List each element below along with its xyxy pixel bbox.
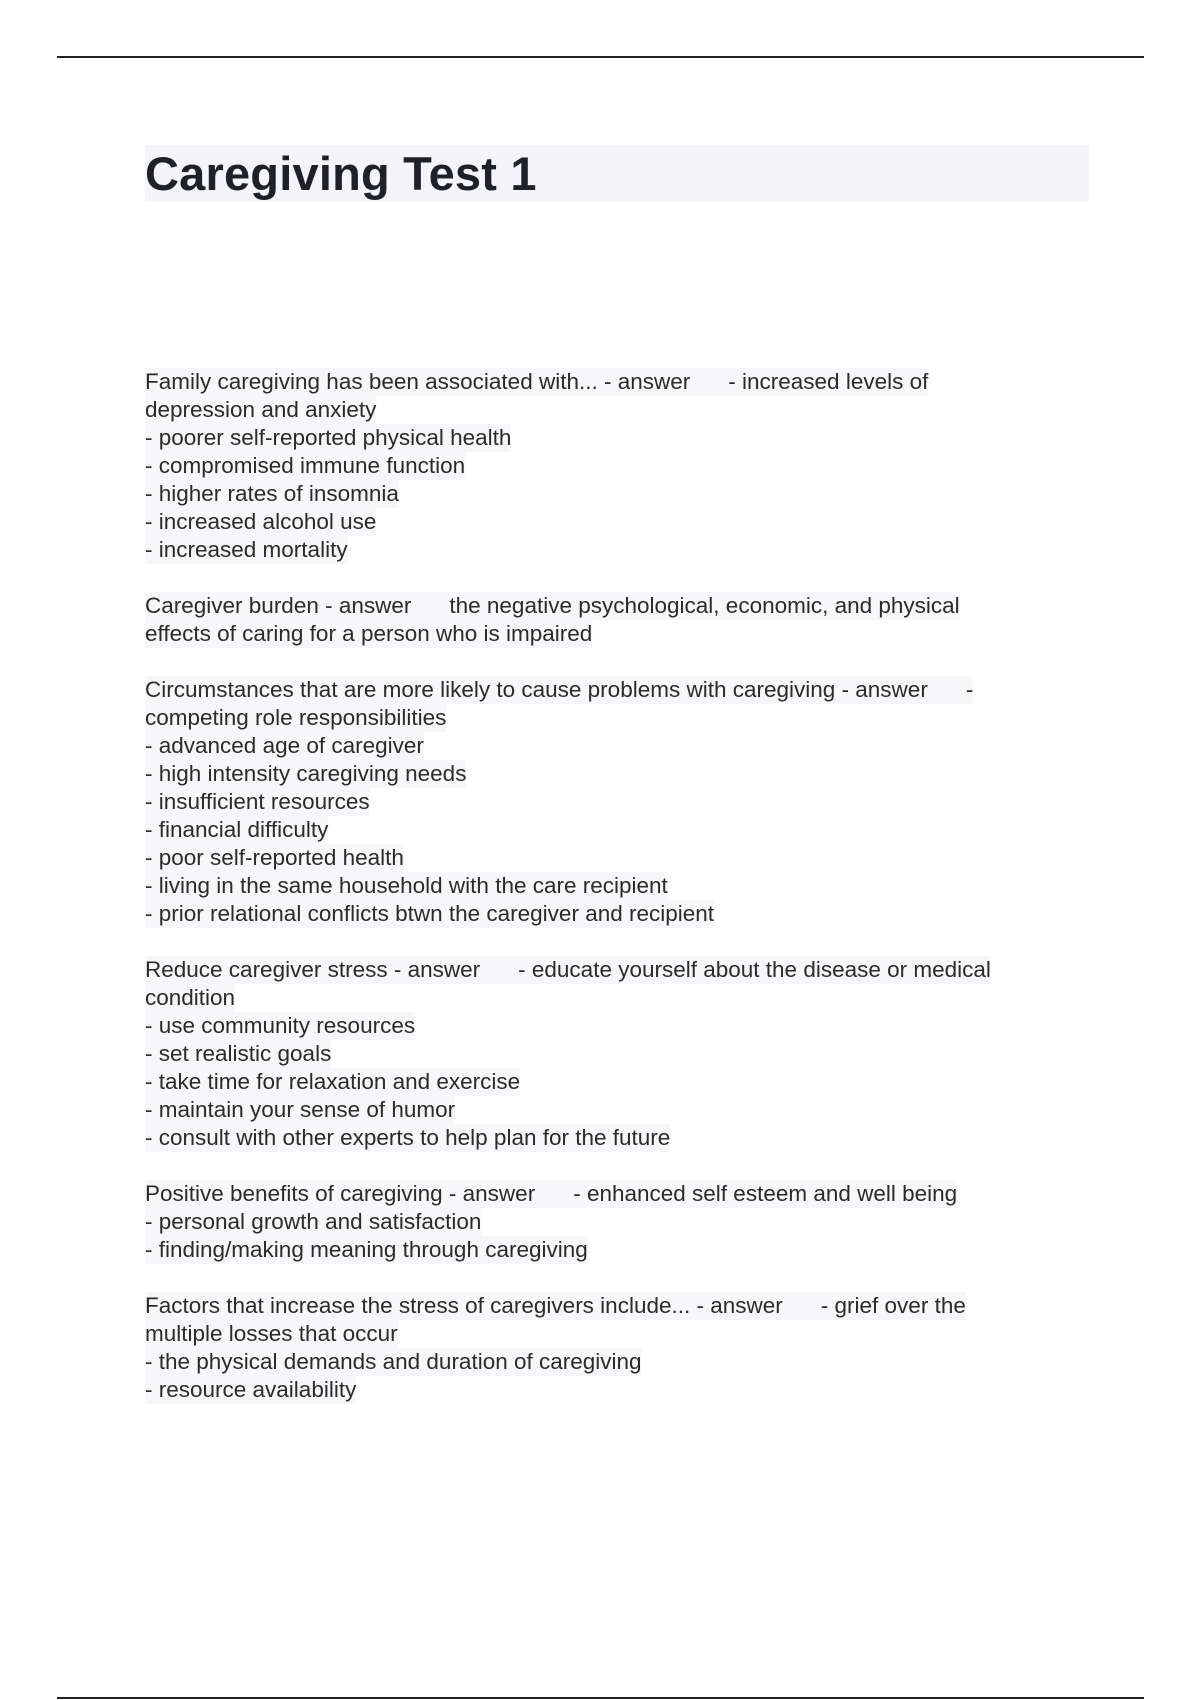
flashcard-answer-line: - set realistic goals: [145, 1041, 332, 1066]
flashcard: [145, 592, 1090, 648]
flashcard-first-line: [145, 1180, 957, 1208]
flashcard-answer-line: - use community resources: [145, 1013, 416, 1038]
flashcard-first-line: [145, 1292, 966, 1320]
flashcard-answer-line: - advanced age of caregiver: [145, 733, 424, 758]
page-title: Caregiving Test 1: [145, 147, 537, 200]
flashcard-first-line: [145, 676, 973, 704]
flashcard-answer-line: - increased levels of: [728, 369, 929, 394]
flashcard-answer-line: - enhanced self esteem and well being: [573, 1181, 958, 1206]
flashcard: [145, 956, 1090, 1152]
flashcard-answer-line: - higher rates of insomnia: [145, 481, 399, 506]
flashcard: [145, 676, 1090, 928]
footer-rule: [57, 1697, 1144, 1699]
flashcard-question: Circumstances that are more likely to cause problems with caregiving - answer: [145, 677, 928, 702]
flashcard-answer-line: - insufficient resources: [145, 789, 370, 814]
flashcard-question: Factors that increase the stress of caregivers include... - answer: [145, 1293, 783, 1318]
flashcard-answer-line: - poorer self-reported physical health: [145, 425, 512, 450]
flashcard-answer-line: - increased alcohol use: [145, 509, 377, 534]
flashcard-answer-line: - financial difficulty: [145, 817, 329, 842]
flashcard-answer-line: - take time for relaxation and exercise: [145, 1069, 521, 1094]
flashcard-answer-line: condition: [145, 985, 236, 1010]
flashcard-question: Reduce caregiver stress - answer: [145, 957, 481, 982]
flashcard-answer-line: - educate yourself about the disease or medical: [518, 957, 991, 982]
flashcard-answer-line: - grief over the: [820, 1293, 966, 1318]
flashcard-first-line: [145, 592, 960, 620]
flashcard-first-line: [145, 368, 928, 396]
flashcard-answer-line: - the physical demands and duration of caregiving: [145, 1349, 642, 1374]
flashcard-answer-line: - high intensity caregiving needs: [145, 761, 467, 786]
flashcard-first-line: [145, 956, 991, 984]
flashcard-answer-line: the negative psychological, economic, and physical: [449, 593, 960, 618]
header-rule: [57, 56, 1144, 58]
flashcard-answer-line: depression and anxiety: [145, 397, 377, 422]
flashcard-answer-line: - prior relational conflicts btwn the caregiver and recipient: [145, 901, 715, 926]
flashcard-answer-line: competing role responsibilities: [145, 705, 447, 730]
flashcard-answer-line: - increased mortality: [145, 537, 348, 562]
flashcard-answer-line: effects of caring for a person who is impaired: [145, 621, 593, 646]
flashcard-answer-line: - maintain your sense of humor: [145, 1097, 456, 1122]
flashcard-question: Caregiver burden - answer: [145, 593, 412, 618]
flashcard-answer-line: multiple losses that occur: [145, 1321, 398, 1346]
flashcard-answer-line: - living in the same household with the care recipient: [145, 873, 668, 898]
flashcard: [145, 368, 1090, 564]
flashcard-answer-line: - consult with other experts to help plan for the future: [145, 1125, 671, 1150]
flashcard: [145, 1180, 1090, 1264]
flashcard-question: Family caregiving has been associated with... - answer: [145, 369, 691, 394]
flashcard-question: Positive benefits of caregiving - answer: [145, 1181, 536, 1206]
flashcard-answer-line: - resource availability: [145, 1377, 357, 1402]
flashcard: [145, 1292, 1090, 1404]
flashcard-answer-line: - compromised immune function: [145, 453, 466, 478]
flashcard-answer-line: - finding/making meaning through caregiving: [145, 1237, 588, 1262]
flashcard-answer-line: - personal growth and satisfaction: [145, 1209, 482, 1234]
flashcard-answer-line: -: [965, 677, 974, 702]
flashcard-answer-line: - poor self-reported health: [145, 845, 404, 870]
flashcard-list: [145, 368, 1090, 1432]
